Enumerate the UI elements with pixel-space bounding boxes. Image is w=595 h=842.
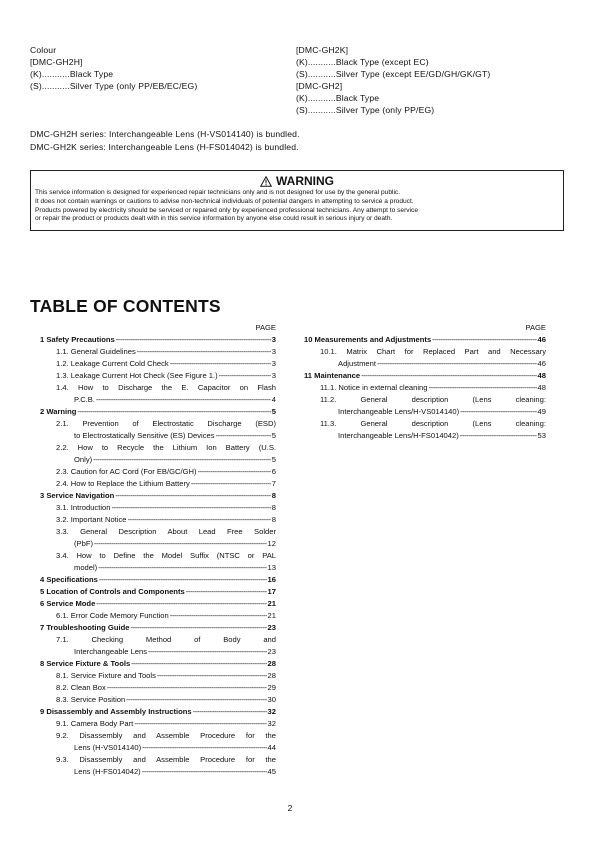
toc-page-number: 13: [267, 563, 276, 572]
toc-page-number: 49: [537, 407, 546, 416]
colour-line: (S)...........Silver Type (except EE/GD/GH/GK/GT): [296, 69, 491, 79]
dot-leader: [191, 478, 271, 490]
bundled-line: DMC-GH2H series: Interchangeable Lens (H-VS014140) is bundled.: [30, 129, 300, 139]
toc-subsection-entry[interactable]: [40, 418, 276, 442]
toc-page-number: 21: [267, 599, 276, 608]
toc-section-entry[interactable]: [40, 706, 276, 718]
toc-subsection-entry[interactable]: [40, 502, 276, 514]
dot-leader: [361, 370, 536, 382]
toc-entry-title: 11 Maintenance: [304, 371, 361, 380]
toc-page-number: 17: [267, 587, 276, 596]
dot-leader: [116, 334, 271, 346]
toc-subsection-entry[interactable]: [304, 418, 546, 442]
toc-entry-title: 2 Warning: [40, 407, 77, 416]
toc-subsection-entry[interactable]: [40, 346, 276, 358]
dot-leader: [130, 622, 266, 634]
toc-page-number: 5: [271, 455, 276, 464]
toc-entry-continuation: Interchangeable Lens/H-VS014140): [338, 407, 460, 416]
toc-section-entry[interactable]: [40, 406, 276, 418]
dot-leader: [157, 670, 267, 682]
warning-triangle-icon: [260, 176, 272, 187]
toc-entry-title: 1.3. Leakage Current Hot Check (See Figure 1.): [56, 371, 218, 380]
toc-page-number: 48: [537, 383, 546, 392]
toc-page-number: 8: [271, 491, 276, 500]
toc-page-number: 3: [271, 359, 276, 368]
bundled-line: DMC-GH2K series: Interchangeable Lens (H-FS014042) is bundled.: [30, 141, 299, 152]
toc-page-number: 5: [271, 407, 276, 416]
toc-page-number: 4: [271, 395, 276, 404]
toc-entry-title: 1 Safety Precautions: [40, 335, 115, 344]
toc-entry-title: 3.4. How to Define the Model Suffix (NTSC or PAL: [56, 551, 276, 560]
toc-subsection-entry[interactable]: [304, 346, 546, 370]
toc-entry-title: 8 Service Fixture & Tools: [40, 659, 131, 668]
toc-page-number: 3: [271, 371, 276, 380]
toc-entry-title: 2.4. How to Replace the Lithium Battery: [56, 479, 190, 488]
toc-entry-title: 9.2. Disassembly and Assemble Procedure for the: [56, 731, 276, 740]
toc-entry-title: 7 Troubleshooting Guide: [40, 623, 130, 632]
toc-section-entry[interactable]: [40, 334, 276, 346]
toc-entry-title: 9.3. Disassembly and Assemble Procedure for the: [56, 755, 276, 764]
colour-line: [DMC-GH2H]: [30, 57, 83, 67]
dot-leader: [142, 742, 266, 754]
warning-heading: [31, 173, 563, 189]
colour-line: [DMC-GH2K]: [296, 45, 349, 55]
dot-leader: [148, 646, 267, 658]
dot-leader: [77, 406, 270, 418]
toc-entry-title: 3.3. General Description About Lead Free Solder: [56, 527, 276, 536]
toc-entry-title: 8.2. Clean Box: [56, 683, 106, 692]
toc-entry-title: 11.3. General description (Lens cleaning:: [320, 419, 546, 428]
dot-leader: [93, 454, 271, 466]
toc-section-entry[interactable]: [40, 598, 276, 610]
toc-entry-title: 6.1. Error Code Memory Function: [56, 611, 169, 620]
dot-leader: [460, 430, 537, 442]
toc-page-number: 45: [267, 767, 276, 776]
toc-page-number: 7: [271, 479, 276, 488]
toc-page-number: 29: [267, 683, 276, 692]
toc-entry-title: 11.1. Notice in external cleaning: [320, 383, 428, 392]
toc-entry-title: 1.2. Leakage Current Cold Check: [56, 359, 169, 368]
toc-subsection-entry[interactable]: [40, 514, 276, 526]
toc-section-entry[interactable]: [40, 574, 276, 586]
toc-page-number: 21: [267, 611, 276, 620]
toc-page-number: 28: [267, 671, 276, 680]
toc-entry-title: 1.1. General Guidelines: [56, 347, 136, 356]
toc-page-number: 16: [267, 575, 276, 584]
page-number: 2: [287, 803, 293, 813]
colour-line: (K)...........Black Type: [296, 93, 380, 103]
toc-entry-continuation: to Electrostatically Sensitive (ES) Devices: [74, 431, 215, 440]
toc-subsection-entry[interactable]: [40, 634, 276, 658]
toc-subsection-entry[interactable]: [40, 442, 276, 466]
warning-line: It does not contain warnings or cautions to advise non-technical individuals of potential dangers in attempting to service a product.: [35, 197, 414, 205]
dot-leader: [170, 610, 267, 622]
toc-subsection-entry[interactable]: [304, 382, 546, 394]
toc-entry-continuation: model): [74, 563, 98, 572]
dot-leader: [193, 706, 267, 718]
toc-section-entry[interactable]: [304, 334, 546, 346]
dot-leader: [432, 334, 536, 346]
toc-entry-title: 3.2. Important Notice: [56, 515, 127, 524]
toc-entry-title: 3 Service Navigation: [40, 491, 115, 500]
toc-entry-continuation: P.C.B.: [74, 395, 95, 404]
warning-line: This service information is designed for experienced repair technicians only and is not designed for use by the general public.: [35, 189, 401, 196]
dot-leader: [98, 562, 266, 574]
toc-page-number: 5: [271, 431, 276, 440]
toc-page-number: 28: [267, 659, 276, 668]
colour-left-block: [30, 44, 197, 92]
toc-entry-continuation: Lens (H-VS014140): [74, 743, 142, 752]
toc-page-number: 53: [537, 431, 546, 440]
toc-subsection-entry[interactable]: [40, 478, 276, 490]
toc-entry-title: 2.1. Prevention of Electrostatic Discharge (ESD): [56, 419, 276, 428]
toc-entry-title: 11.2. General description (Lens cleaning:: [320, 395, 546, 404]
colour-line: (S)...........Silver Type (only PP/EB/EC/EG): [30, 81, 198, 91]
dot-leader: [186, 586, 267, 598]
toc-subsection-entry[interactable]: [40, 694, 276, 706]
bundled-lens-notes: [30, 128, 300, 153]
toc-title: TABLE OF CONTENTS: [30, 296, 221, 316]
dot-leader: [128, 514, 271, 526]
toc-section-entry[interactable]: [40, 586, 276, 598]
toc-right-column: [304, 322, 546, 442]
dot-leader: [107, 682, 267, 694]
dot-leader: [111, 502, 270, 514]
page-column-header: PAGE: [525, 323, 546, 332]
toc-page-number: 32: [267, 719, 276, 728]
toc-subsection-entry[interactable]: [40, 610, 276, 622]
dot-leader: [216, 430, 271, 442]
toc-section-entry[interactable]: [304, 370, 546, 382]
toc-entry-continuation: Adjustment: [338, 359, 376, 368]
toc-page-number: 6: [271, 467, 276, 476]
toc-page-number: 44: [267, 743, 276, 752]
toc-subsection-entry[interactable]: [40, 682, 276, 694]
toc-section-entry[interactable]: [40, 658, 276, 670]
toc-entry-title: 6 Service Mode: [40, 599, 96, 608]
toc-entry-title: 2.2. How to Recycle the Lithium Ion Battery (U.S.: [56, 443, 276, 452]
dot-leader: [429, 382, 537, 394]
toc-page-number: 12: [267, 539, 276, 548]
colour-line: [DMC-GH2]: [296, 81, 343, 91]
dot-leader: [460, 406, 536, 418]
toc-entry-continuation: (PbF): [74, 539, 93, 548]
dot-leader: [96, 598, 266, 610]
toc-entry-title: 1.4. How to Discharge the E. Capacitor on Flash: [56, 383, 276, 392]
toc-page-number: 23: [267, 623, 276, 632]
toc-subsection-entry[interactable]: [40, 358, 276, 370]
toc-subsection-entry[interactable]: [40, 466, 276, 478]
toc-page-number: 8: [271, 503, 276, 512]
dot-leader: [94, 538, 267, 550]
toc-entry-title: 7.1. Checking Method of Body and: [56, 635, 276, 644]
dot-leader: [377, 358, 537, 370]
colour-line: Colour: [30, 45, 57, 55]
dot-leader: [99, 574, 267, 586]
toc-subsection-entry[interactable]: [304, 394, 546, 418]
dot-leader: [126, 694, 266, 706]
warning-line: or repair the product or products dealt with in this service information by anyone else could result in serious injury or death.: [35, 215, 393, 223]
toc-subsection-entry[interactable]: [40, 526, 276, 550]
toc-entry-title: 8.3. Service Position: [56, 695, 126, 704]
toc-subsection-entry[interactable]: [40, 730, 276, 754]
dot-leader: [134, 718, 266, 730]
dot-leader: [219, 370, 271, 382]
toc-entry-continuation: Lens (H-FS014042): [74, 767, 141, 776]
warning-title: WARNING: [276, 174, 334, 188]
toc-entry-title: 3.1. Introduction: [56, 503, 111, 512]
toc-entry-continuation: Interchangeable Lens/H-FS014042): [338, 431, 459, 440]
toc-entry-title: 10 Measurements and Adjustments: [304, 335, 432, 344]
warning-box: [30, 170, 564, 231]
toc-page-number: 32: [267, 707, 276, 716]
toc-subsection-entry[interactable]: [40, 754, 276, 778]
dot-leader: [96, 394, 271, 406]
toc-page-number: 3: [271, 335, 276, 344]
dot-leader: [115, 490, 270, 502]
page-column-header: PAGE: [255, 323, 276, 332]
dot-leader: [198, 466, 271, 478]
toc-entry-title: 10.1. Matrix Chart for Replaced Part and Necessary: [320, 347, 546, 356]
toc-page-number: 46: [537, 335, 546, 344]
toc-page-number: 30: [267, 695, 276, 704]
toc-subsection-entry[interactable]: [40, 370, 276, 382]
toc-entry-title: 8.1. Service Fixture and Tools: [56, 671, 156, 680]
toc-section-entry[interactable]: [40, 490, 276, 502]
toc-section-entry[interactable]: [40, 622, 276, 634]
dot-leader: [142, 766, 267, 778]
toc-page-number: 46: [537, 359, 546, 368]
toc-subsection-entry[interactable]: [40, 718, 276, 730]
toc-left-column: [40, 322, 276, 778]
dot-leader: [131, 658, 266, 670]
toc-page-number: 8: [271, 515, 276, 524]
toc-subsection-entry[interactable]: [40, 550, 276, 574]
toc-entry-title: 9.1. Camera Body Part: [56, 719, 134, 728]
toc-page-number: 23: [267, 647, 276, 656]
toc-entry-title: 2.3. Caution for AC Cord (For EB/GC/GH): [56, 467, 197, 476]
toc-subsection-entry[interactable]: [40, 382, 276, 406]
toc-page-number: 3: [271, 347, 276, 356]
colour-line: (K)...........Black Type: [30, 69, 114, 79]
warning-text: [31, 189, 563, 224]
toc-entry-title: 9 Disassembly and Assembly Instructions: [40, 707, 192, 716]
colour-right-block: [296, 44, 490, 116]
toc-entry-title: 4 Specifications: [40, 575, 98, 584]
toc-subsection-entry[interactable]: [40, 670, 276, 682]
dot-leader: [137, 346, 271, 358]
toc-page-number: 48: [537, 371, 546, 380]
toc-entry-title: 5 Location of Controls and Components: [40, 587, 185, 596]
colour-line: (S)...........Silver Type (only PP/EG): [296, 105, 435, 115]
dot-leader: [170, 358, 271, 370]
warning-line: Products powered by electricity should be serviced or repaired only by experienced professional technicians. Any attempt to service: [35, 206, 419, 214]
toc-entry-continuation: Only): [74, 455, 93, 464]
colour-line: (K)...........Black Type (except EC): [296, 57, 429, 67]
toc-entry-continuation: Interchangeable Lens: [74, 647, 148, 656]
